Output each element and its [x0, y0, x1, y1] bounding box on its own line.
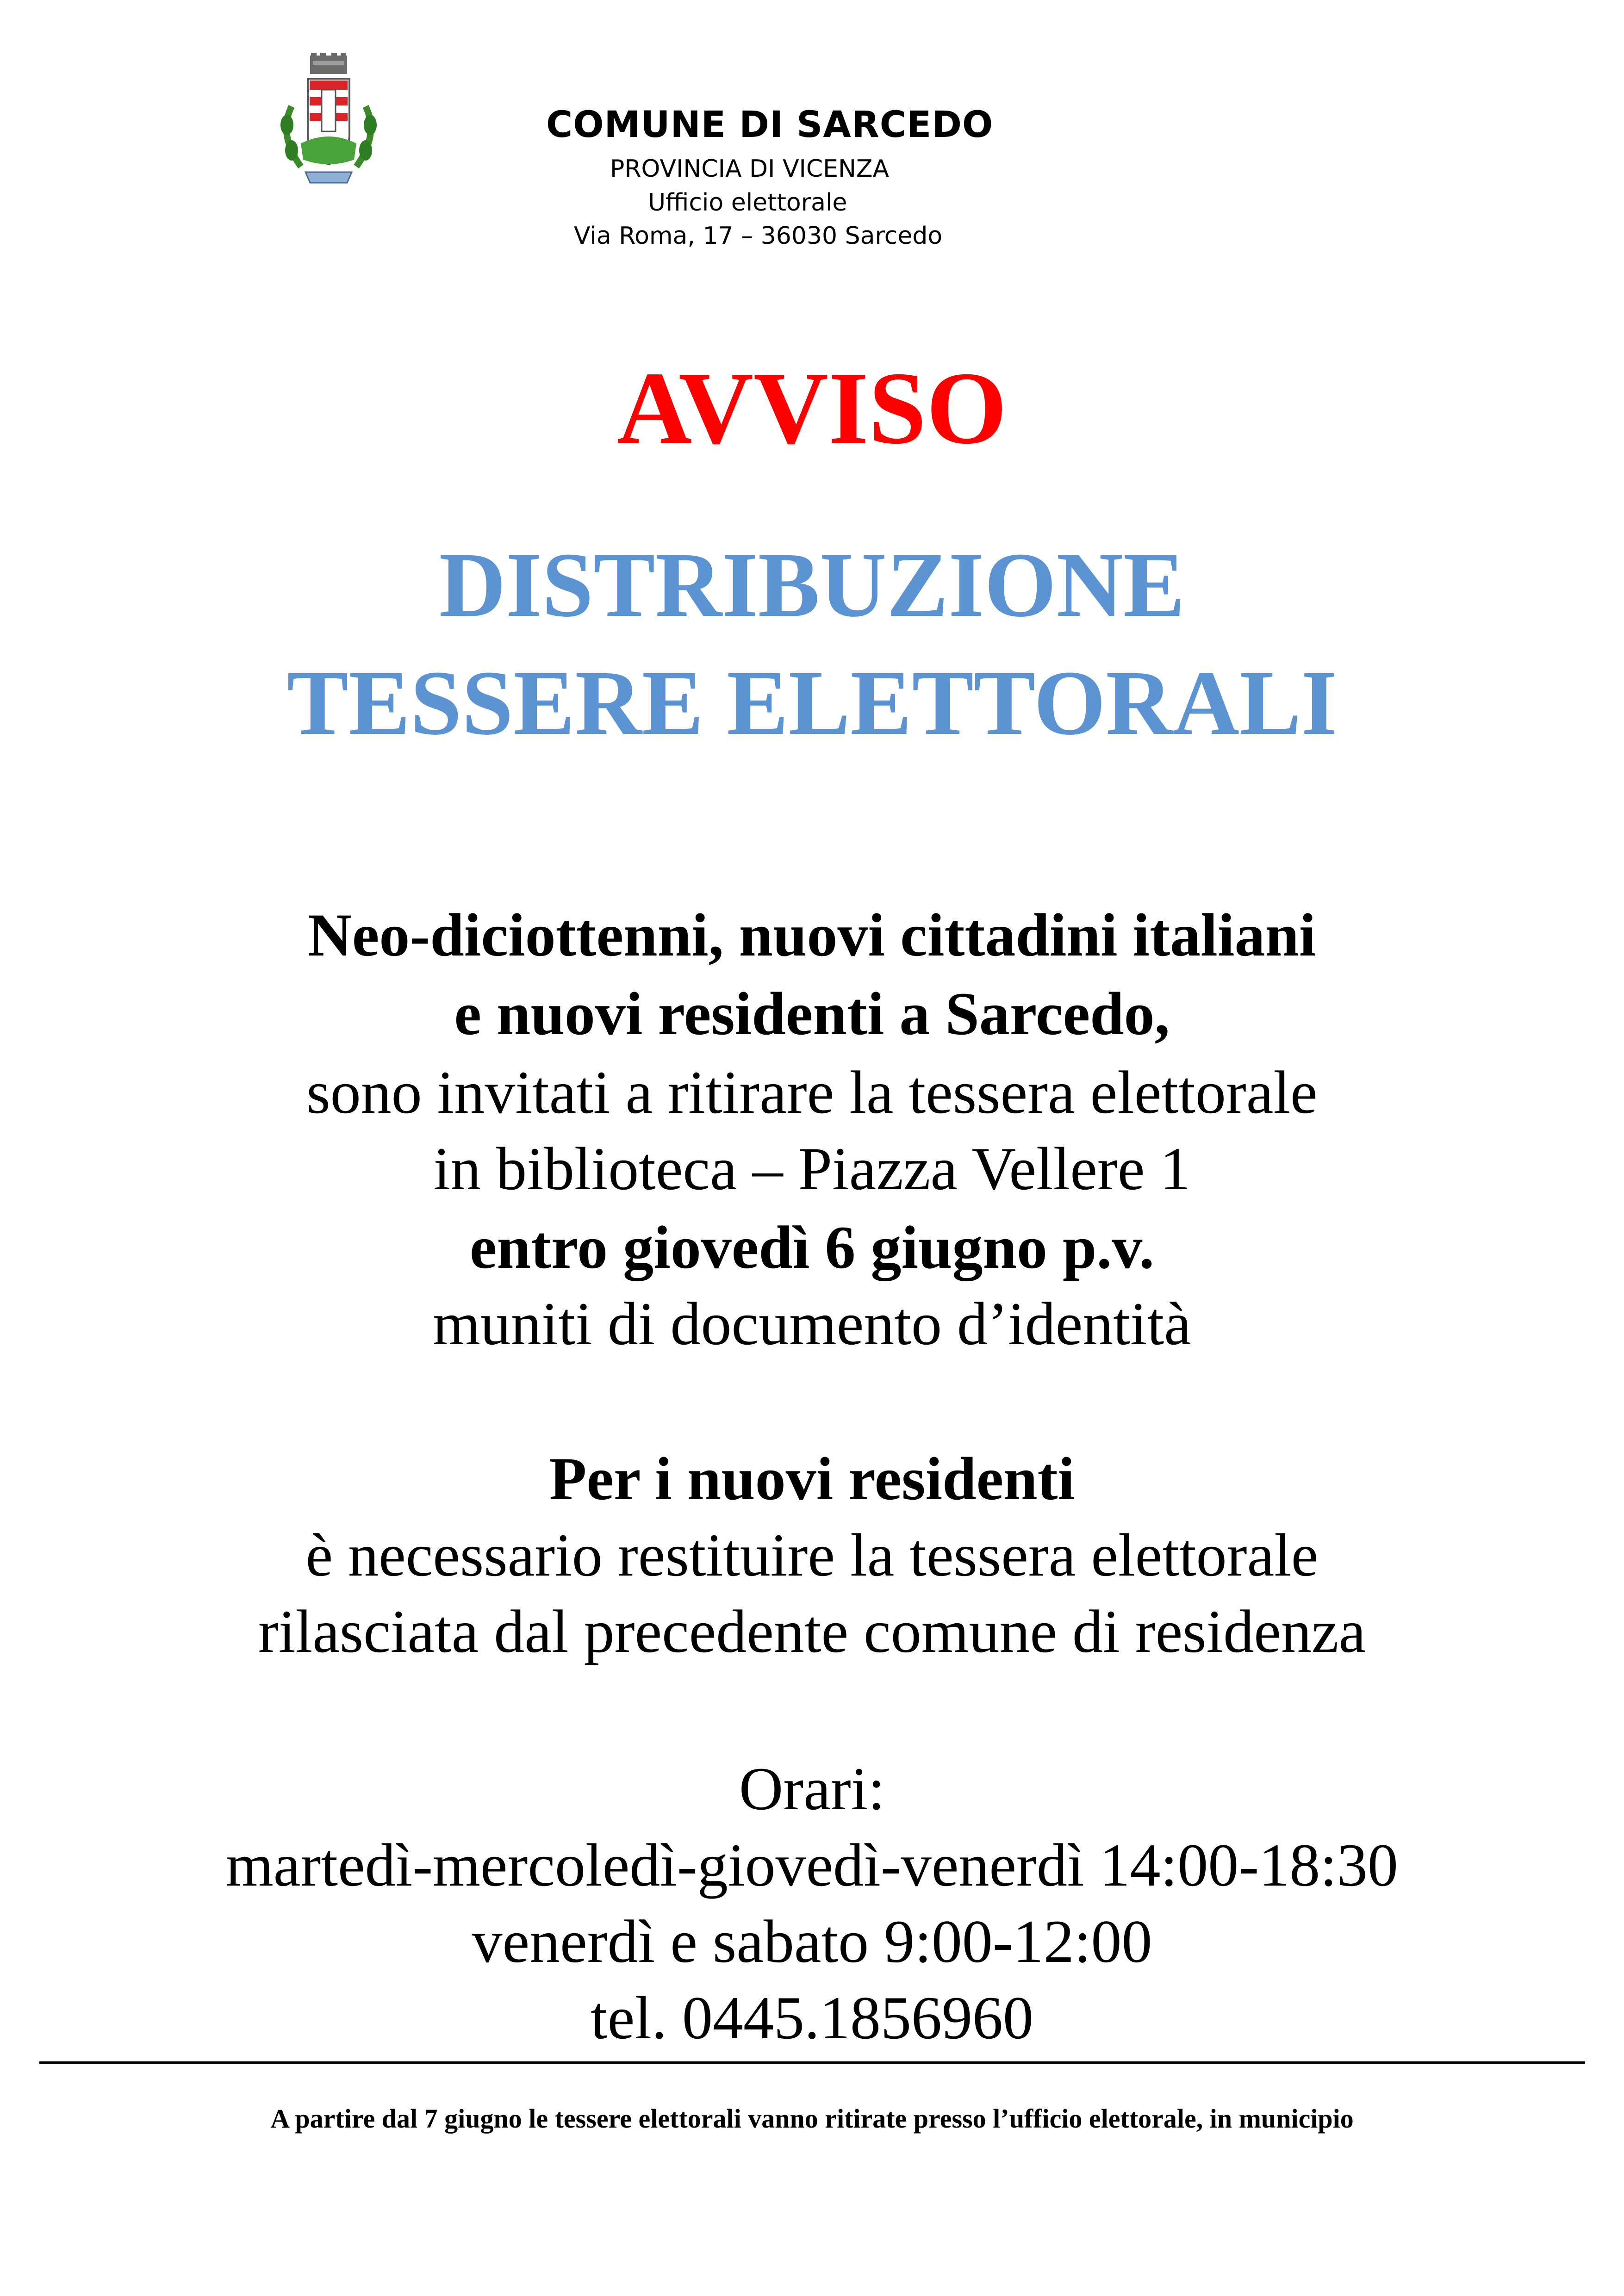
new-residents-line-1: è necessario restituire la tessera elettorale — [305, 1521, 1319, 1589]
subtitle-line-2: TESSERE ELETTORALI — [286, 652, 1338, 754]
new-residents-line-2: rilasciata dal precedente comune di residenza — [258, 1597, 1366, 1665]
body-line-4: in biblioteca – Piazza Vellere 1 — [433, 1135, 1191, 1203]
body-line-1: Neo-diciottenni, nuovi cittadini italiani — [308, 901, 1316, 969]
phone-number: tel. 0445.1856960 — [591, 1984, 1033, 2052]
divider — [39, 2061, 1585, 2064]
office-address: Via Roma, 17 – 36030 Sarcedo — [574, 222, 943, 250]
notice-title: AVVISO — [617, 351, 1007, 465]
coat-of-arms-logo — [273, 51, 384, 190]
footer-note: A partire dal 7 giugno le tessere elettorali vanno ritirate presso l’ufficio elettorale, in municipio — [270, 2104, 1354, 2134]
deadline-line: entro giovedì 6 giugno p.v. — [469, 1213, 1155, 1281]
body-line-3: sono invitati a ritirare la tessera elettorale — [306, 1058, 1318, 1126]
new-residents-heading: Per i nuovi residenti — [549, 1445, 1075, 1513]
body-line-2: e nuovi residenti a Sarcedo, — [454, 980, 1170, 1048]
office-name: Ufficio elettorale — [648, 189, 847, 217]
hours-label: Orari: — [739, 1755, 885, 1823]
hours-line-1: martedì-mercoledì-giovedì-venerdì 14:00-18:30 — [226, 1831, 1398, 1899]
subtitle-line-1: DISTRIBUZIONE — [439, 534, 1185, 636]
hours-line-2: venerdì e sabato 9:00-12:00 — [472, 1907, 1152, 1975]
province-name: PROVINCIA DI VICENZA — [610, 155, 890, 183]
municipality-name: COMUNE DI SARCEDO — [546, 104, 994, 146]
body-line-6: muniti di documento d’identità — [433, 1290, 1191, 1358]
